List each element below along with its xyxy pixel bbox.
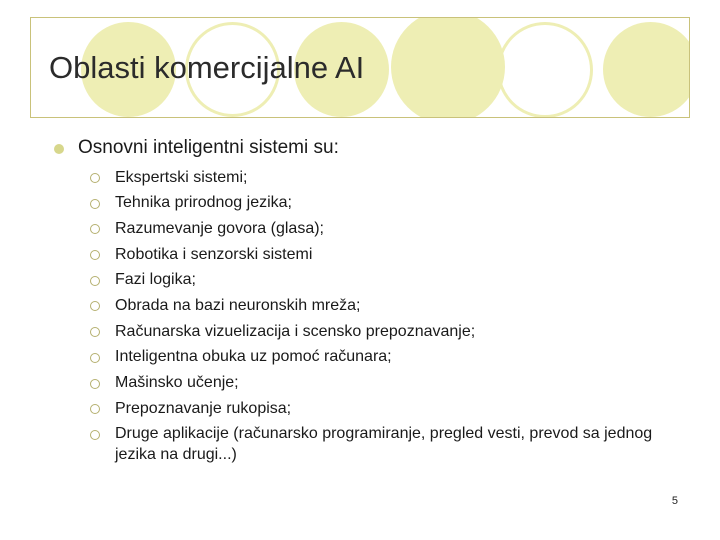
circle-bullet-icon [90, 301, 100, 311]
list-item: Obrada na bazi neuronskih mreža; [90, 293, 690, 319]
bullet-icon [54, 144, 64, 154]
circle-bullet-icon [90, 379, 100, 389]
decorative-circle [603, 22, 690, 117]
list-item: Fazi logika; [90, 268, 690, 294]
list-item: Tehnika prirodnog jezika; [90, 191, 690, 217]
circle-bullet-icon [90, 276, 100, 286]
circle-bullet-icon [90, 404, 100, 414]
circle-bullet-icon [90, 199, 100, 209]
circle-bullet-icon [90, 430, 100, 440]
list-item: Mašinsko učenje; [90, 371, 690, 397]
list-item: Ekspertski sistemi; [90, 165, 690, 191]
circle-bullet-icon [90, 327, 100, 337]
sub-bullet-list [90, 165, 690, 468]
slide-title: Oblasti komercijalne AI [49, 50, 365, 85]
circle-bullet-icon [90, 353, 100, 363]
list-item: Druge aplikacije (računarsko programiranje, pregled vesti, prevod sa jednog jezika na drugi...) [90, 422, 690, 468]
decorative-circle [497, 22, 593, 118]
circle-bullet-icon [90, 224, 100, 234]
title-box [30, 17, 690, 118]
circle-bullet-icon [90, 173, 100, 183]
list-item: Inteligentna obuka uz pomoć računara; [90, 345, 690, 371]
circle-bullet-icon [90, 250, 100, 260]
page-number: 5 [671, 495, 678, 507]
decorative-circle [391, 17, 505, 118]
list-item: Razumevanje govora (glasa); [90, 216, 690, 242]
main-bullet-text: Osnovni inteligentni sistemi su: [78, 137, 339, 158]
list-item: Robotika i senzorski sistemi [90, 242, 690, 268]
list-item: Računarska vizuelizacija i scensko prepoznavanje; [90, 319, 690, 345]
list-item: Prepoznavanje rukopisa; [90, 396, 690, 422]
